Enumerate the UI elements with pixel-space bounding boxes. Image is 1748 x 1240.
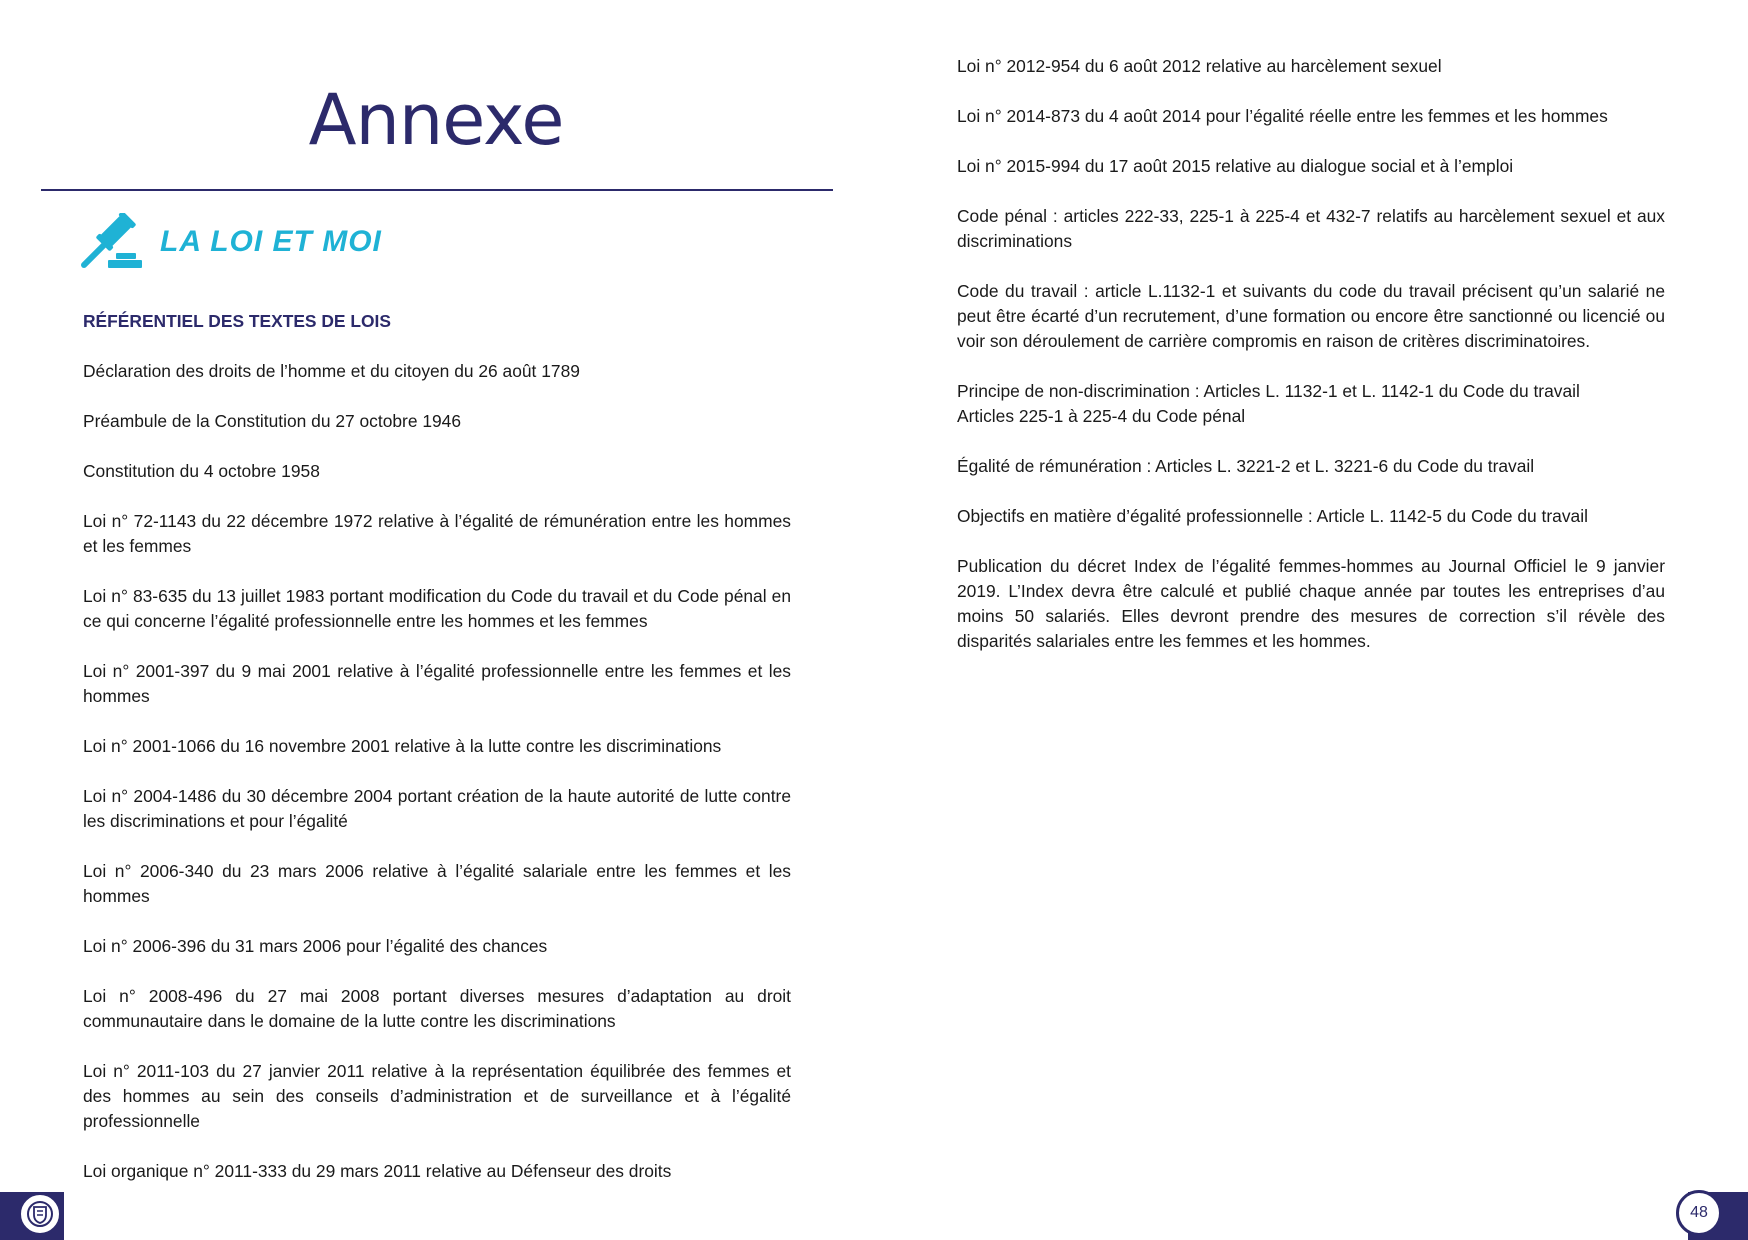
- law-entry-text: Code du travail : article L.1132-1 et suivants du code du travail précisent qu’un salarié ne peut être écarté d’un recrutement, d’une formation ou encore être sanctionné ou licencié ou voir son déroulement de carrière compromis en raison de critères discriminatoires.: [957, 281, 1665, 351]
- law-entry: [83, 509, 791, 559]
- law-entry-text: Principe de non-discrimination : Articles L. 1132-1 et L. 1142-1 du Code du travail: [957, 381, 1580, 401]
- law-entry-text: Déclaration des droits de l’homme et du citoyen du 26 août 1789: [83, 361, 580, 381]
- law-entry-text: Loi n° 2006-340 du 23 mars 2006 relative à l’égalité salariale entre les femmes et les hommes: [83, 861, 791, 906]
- law-entry: [957, 154, 1665, 179]
- page-number: 48: [1676, 1190, 1722, 1236]
- law-entry-text: Loi n° 2015-994 du 17 août 2015 relative au dialogue social et à l’emploi: [957, 156, 1514, 176]
- left-column: [83, 309, 791, 1209]
- law-entry-text: Loi n° 2001-1066 du 16 novembre 2001 relative à la lutte contre les discriminations: [83, 736, 722, 756]
- law-entry-text: Préambule de la Constitution du 27 octobre 1946: [83, 411, 462, 431]
- section-header: [78, 212, 382, 272]
- law-entry: [957, 104, 1665, 129]
- law-entry-text: Constitution du 4 octobre 1958: [83, 461, 320, 481]
- law-entry: [957, 554, 1665, 654]
- law-entry-text: Loi n° 72-1143 du 22 décembre 1972 relative à l’égalité de rémunération entre les hommes et les femmes: [83, 511, 791, 556]
- law-entry: [83, 1159, 791, 1184]
- law-entry: [83, 459, 791, 484]
- page-title: Annexe: [308, 79, 564, 161]
- law-entry: [957, 54, 1665, 79]
- law-entry-text: Loi n° 2006-396 du 31 mars 2006 pour l’égalité des chances: [83, 936, 548, 956]
- law-entry-text: Loi n° 2001-397 du 9 mai 2001 relative à l’égalité professionnelle entre les femmes et les hommes: [83, 661, 791, 706]
- law-entry: [83, 1059, 791, 1134]
- law-entry: [83, 734, 791, 759]
- title-divider: [41, 189, 833, 191]
- law-entry-text: Loi n° 2012-954 du 6 août 2012 relative au harcèlement sexuel: [957, 56, 1442, 76]
- law-entry-text: Loi n° 2014-873 du 4 août 2014 pour l’égalité réelle entre les femmes et les hommes: [957, 106, 1608, 126]
- law-entry: [83, 584, 791, 634]
- law-entry: [83, 409, 791, 434]
- law-entry: [957, 504, 1665, 529]
- section-title: LA LOI ET MOI: [160, 225, 382, 258]
- organization-logo: [18, 1192, 62, 1236]
- law-entry: [83, 659, 791, 709]
- gavel-icon: [78, 213, 146, 271]
- law-list-left: [83, 359, 791, 1184]
- law-entry-text: Loi n° 2004-1486 du 30 décembre 2004 portant création de la haute autorité de lutte contre les discriminations et pour l’égalité: [83, 786, 791, 831]
- law-entry: [83, 934, 791, 959]
- law-entry-text: Loi n° 2008-496 du 27 mai 2008 portant diverses mesures d’adaptation au droit communautaire dans le domaine de la lutte contre les discriminations: [83, 986, 791, 1031]
- shield-icon: [26, 1200, 54, 1228]
- law-entry-text: Égalité de rémunération : Articles L. 3221-2 et L. 3221-6 du Code du travail: [957, 456, 1535, 476]
- references-subheading: RÉFÉRENTIEL DES TEXTES DE LOIS: [83, 311, 391, 331]
- law-entry-text: Articles 225-1 à 225-4 du Code pénal: [957, 406, 1246, 426]
- law-entry: [957, 379, 1665, 429]
- law-entry-text: Publication du décret Index de l’égalité femmes-hommes au Journal Officiel le 9 janvier 2019. L’Index devra être calculé et publié chaque année par toutes les entreprises d’au moins 50 salariés. Elles devront prendre des mesures de correction s’il révèle des disparités salariales entre les femmes et les hommes.: [957, 556, 1665, 651]
- law-entry: [957, 454, 1665, 479]
- law-entry-text: Objectifs en matière d’égalité professionnelle : Article L. 1142-5 du Code du travail: [957, 506, 1588, 526]
- right-column: [957, 54, 1665, 679]
- law-entry: [83, 784, 791, 834]
- law-entry-text: Code pénal : articles 222-33, 225-1 à 225-4 et 432-7 relatifs au harcèlement sexuel et aux discriminations: [957, 206, 1665, 251]
- law-entry: [83, 859, 791, 909]
- law-entry-text: Loi n° 2011-103 du 27 janvier 2011 relative à la représentation équilibrée des femmes et des hommes au sein des conseils d’administration et de surveillance et à l’égalité professionnelle: [83, 1061, 791, 1131]
- law-entry-text: Loi n° 83-635 du 13 juillet 1983 portant modification du Code du travail et du Code pénal en ce qui concerne l’égalité professionnelle entre les hommes et les femmes: [83, 586, 791, 631]
- law-entry: [957, 279, 1665, 354]
- law-entry-text: Loi organique n° 2011-333 du 29 mars 2011 relative au Défenseur des droits: [83, 1161, 672, 1181]
- law-entry: [83, 984, 791, 1034]
- law-entry: [957, 204, 1665, 254]
- law-entry: [83, 359, 791, 384]
- law-list-right: [957, 54, 1665, 654]
